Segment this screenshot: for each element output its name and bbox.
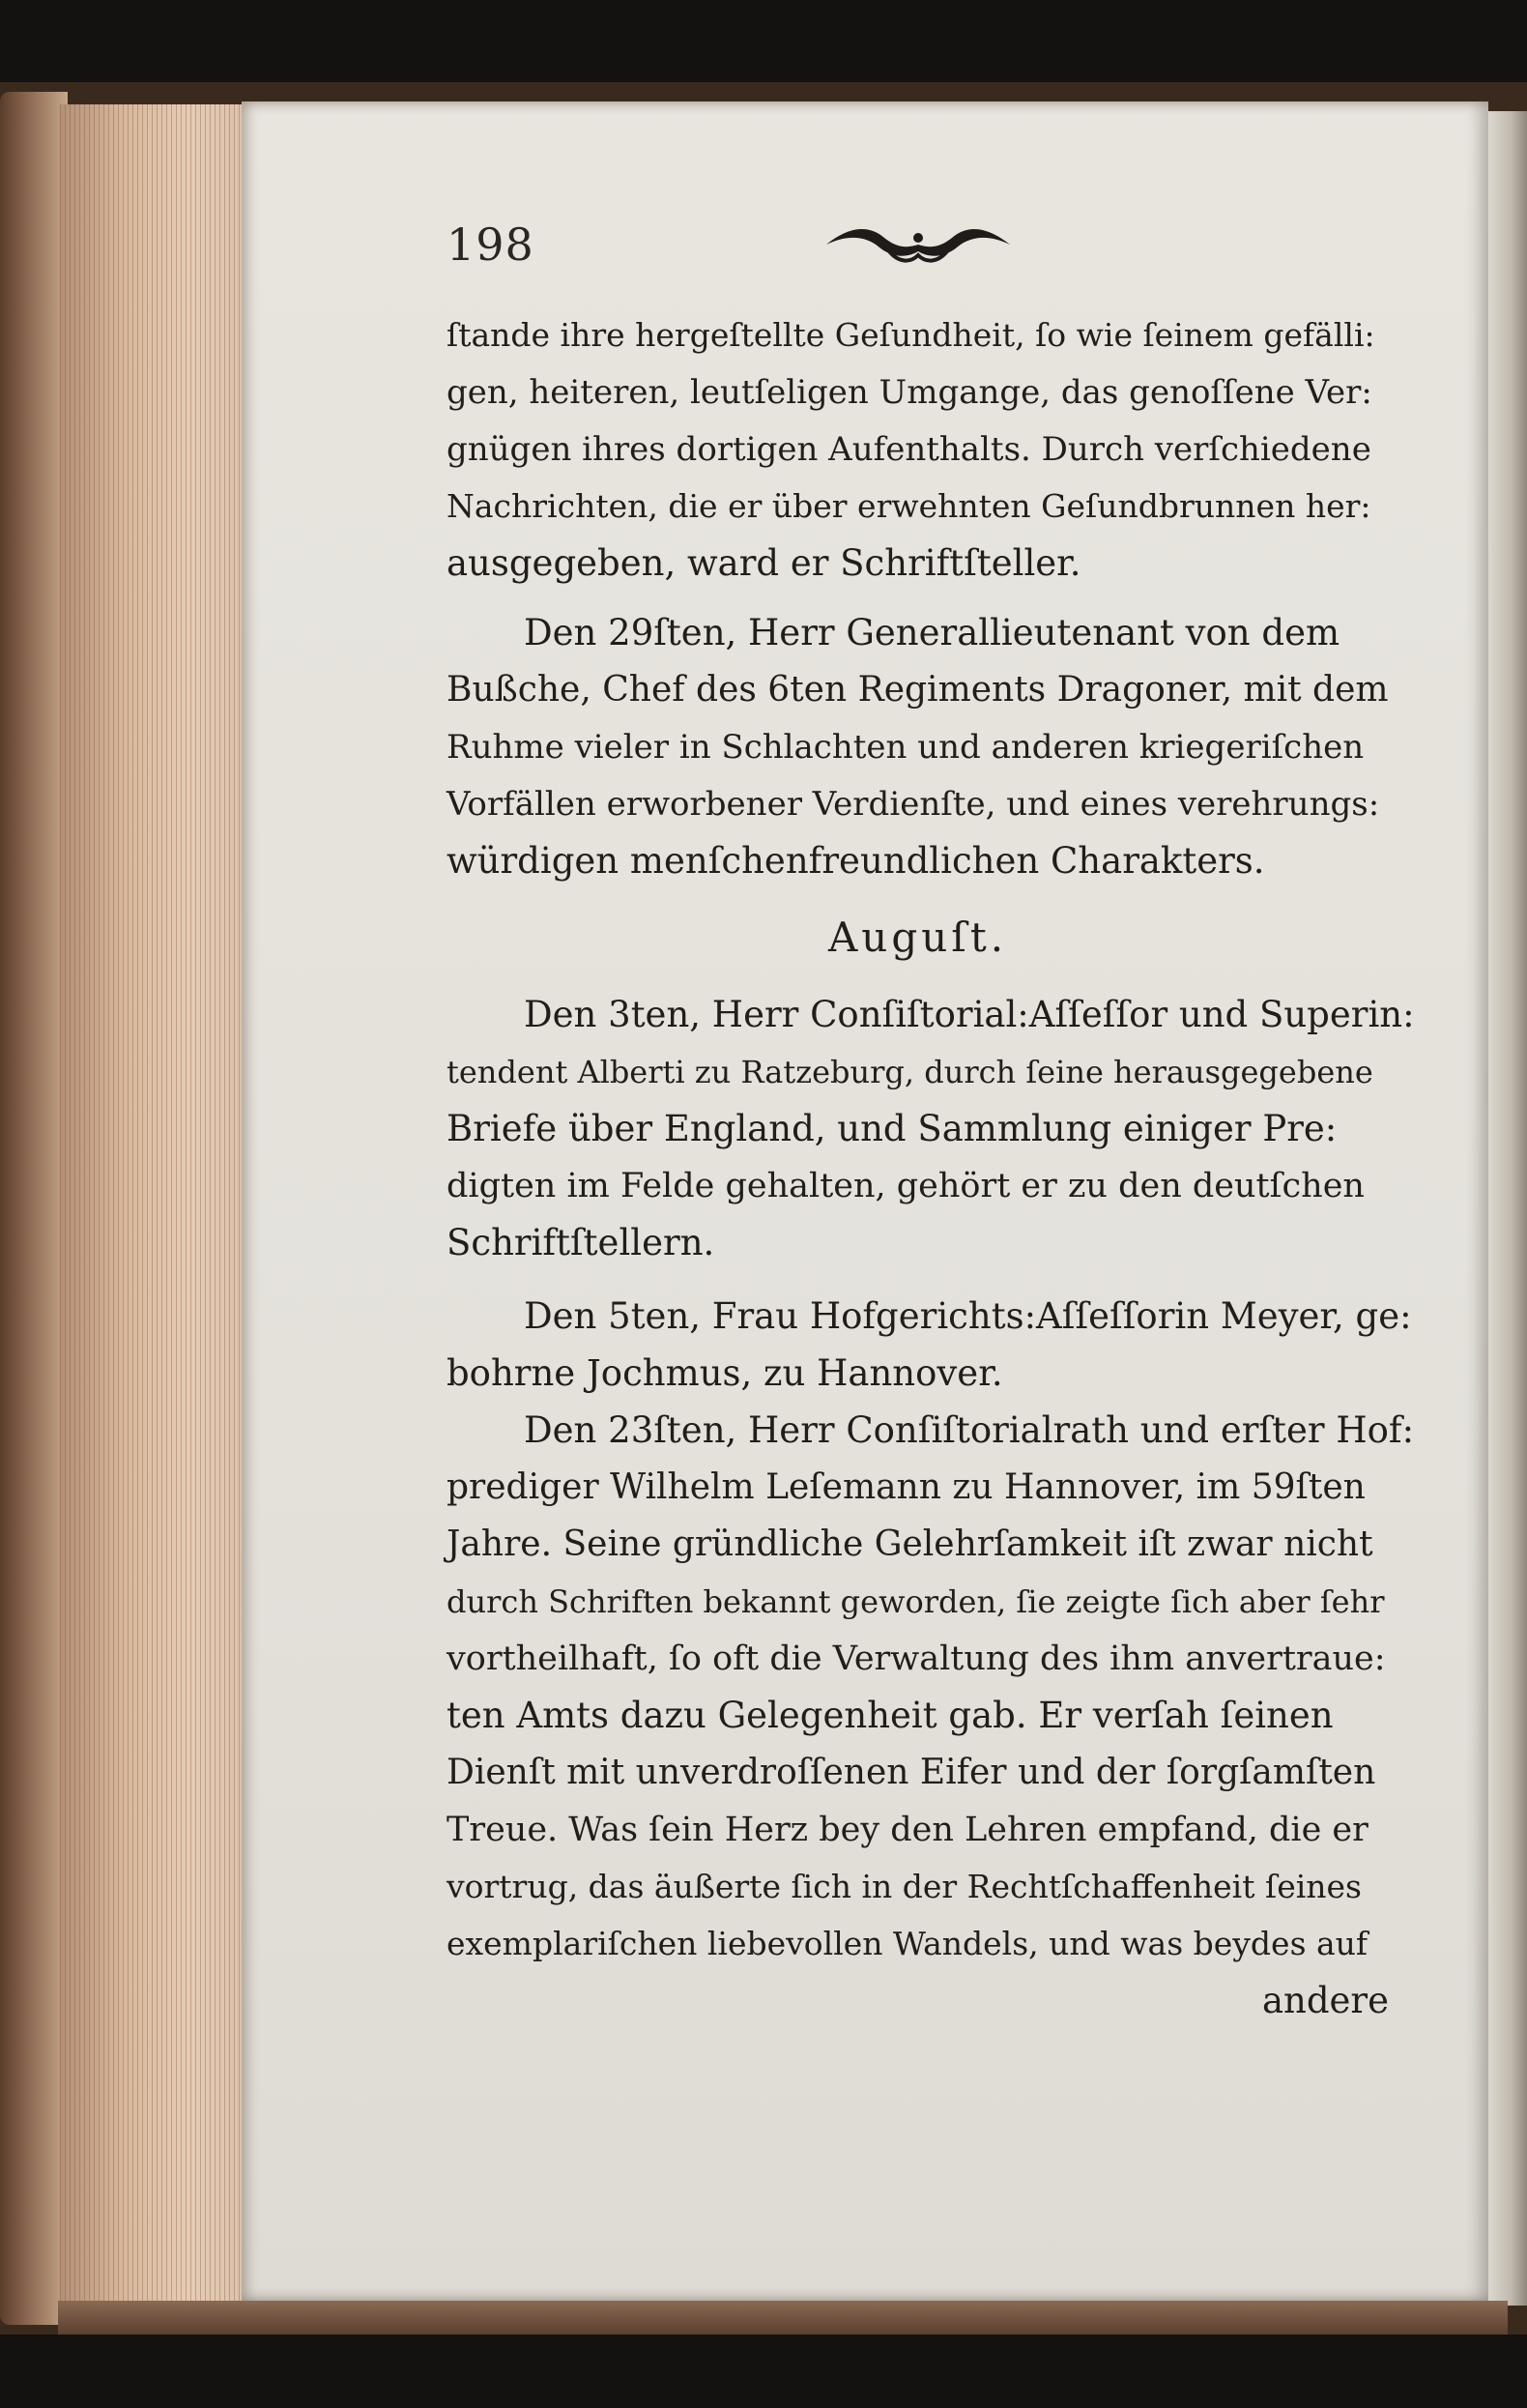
text-line: Den 23ſten, Herr Conſiſtorialrath und erſter Hof:: [524, 1409, 1415, 1451]
text-line: Den 3ten, Herr Conſiſtorial:Aſſeſſor und Superin:: [524, 994, 1415, 1035]
text-line: Briefe über England, und Sammlung einiger Pre:: [447, 1108, 1338, 1149]
page-number: 198: [447, 218, 534, 271]
text-line: durch Schriften bekannt geworden, ſie zeigte ſich aber ſehr: [447, 1583, 1385, 1620]
text-line: Vorfällen erworbener Verdienſte, und eines verehrungs:: [447, 785, 1380, 824]
section-heading: Auguſt.: [827, 914, 1008, 961]
text-line: ſtande ihre hergeſtellte Geſundheit, ſo wie ſeinem gefälli:: [447, 316, 1375, 354]
book-cover: [0, 92, 68, 2325]
text-line: Jahre. Seine gründliche Gelehrſamkeit iſt zwar nicht: [447, 1524, 1373, 1564]
adjacent-page-edge: [1488, 111, 1527, 2306]
text-line: tendent Alberti zu Ratzeburg, durch ſeine herausgegebene: [447, 1054, 1373, 1090]
text-line: ten Amts dazu Gelegenheit gab. Er verſah ſeinen: [447, 1695, 1334, 1736]
text-line: gen, heiteren, leutſeligen Umgange, das genoſſene Ver:: [447, 373, 1372, 412]
text-line: bohrne Jochmus, zu Hannover.: [447, 1352, 1003, 1394]
text-line: digten im Felde gehalten, gehört er zu den deutſchen: [447, 1167, 1365, 1205]
ornament-icon: [821, 220, 1015, 269]
text-line: gnügen ihres dortigen Aufenthalts. Durch verſchiedene: [447, 430, 1371, 469]
catchword: andere: [1261, 1980, 1389, 2021]
text-line: Den 5ten, Frau Hofgerichts:Aſſeſſorin Meyer, ge:: [524, 1295, 1412, 1337]
text-line: exemplariſchen liebevollen Wandels, und was beydes auf: [447, 1925, 1369, 1962]
text-line: prediger Wilhelm Leſemann zu Hannover, im 59ſten: [447, 1467, 1366, 1507]
text-line: Ruhme vieler in Schlachten und anderen kriegeriſchen: [447, 728, 1365, 767]
text-line: Dienſt mit unverdroſſenen Eifer und der ſorgſamſten: [447, 1753, 1376, 1792]
text-line: ausgegeben, ward er Schriftſteller.: [447, 542, 1081, 584]
text-line: vortheilhaft, ſo oft die Verwaltung des ihm anvertraue:: [447, 1639, 1386, 1678]
text-line: Bußche, Chef des 6ten Regiments Dragoner, mit dem: [447, 670, 1389, 710]
text-line: Treue. Was ſein Herz bey den Lehren empfand, die er: [447, 1811, 1369, 1849]
text-line: vortrug, das äußerte ſich in der Rechtſchaffenheit ſeines: [447, 1868, 1362, 1905]
page-edges: [60, 104, 244, 2320]
text-line: Schriftſtellern.: [447, 1222, 715, 1263]
text-line: Nachrichten, die er über erwehnten Geſundbrunnen her:: [447, 487, 1371, 525]
text-line: würdigen menſchenfreundlichen Charakters.: [447, 840, 1265, 882]
text-line: Den 29ſten, Herr Generallieutenant von dem: [524, 612, 1340, 653]
book-bottom-edge: [58, 2301, 1508, 2335]
